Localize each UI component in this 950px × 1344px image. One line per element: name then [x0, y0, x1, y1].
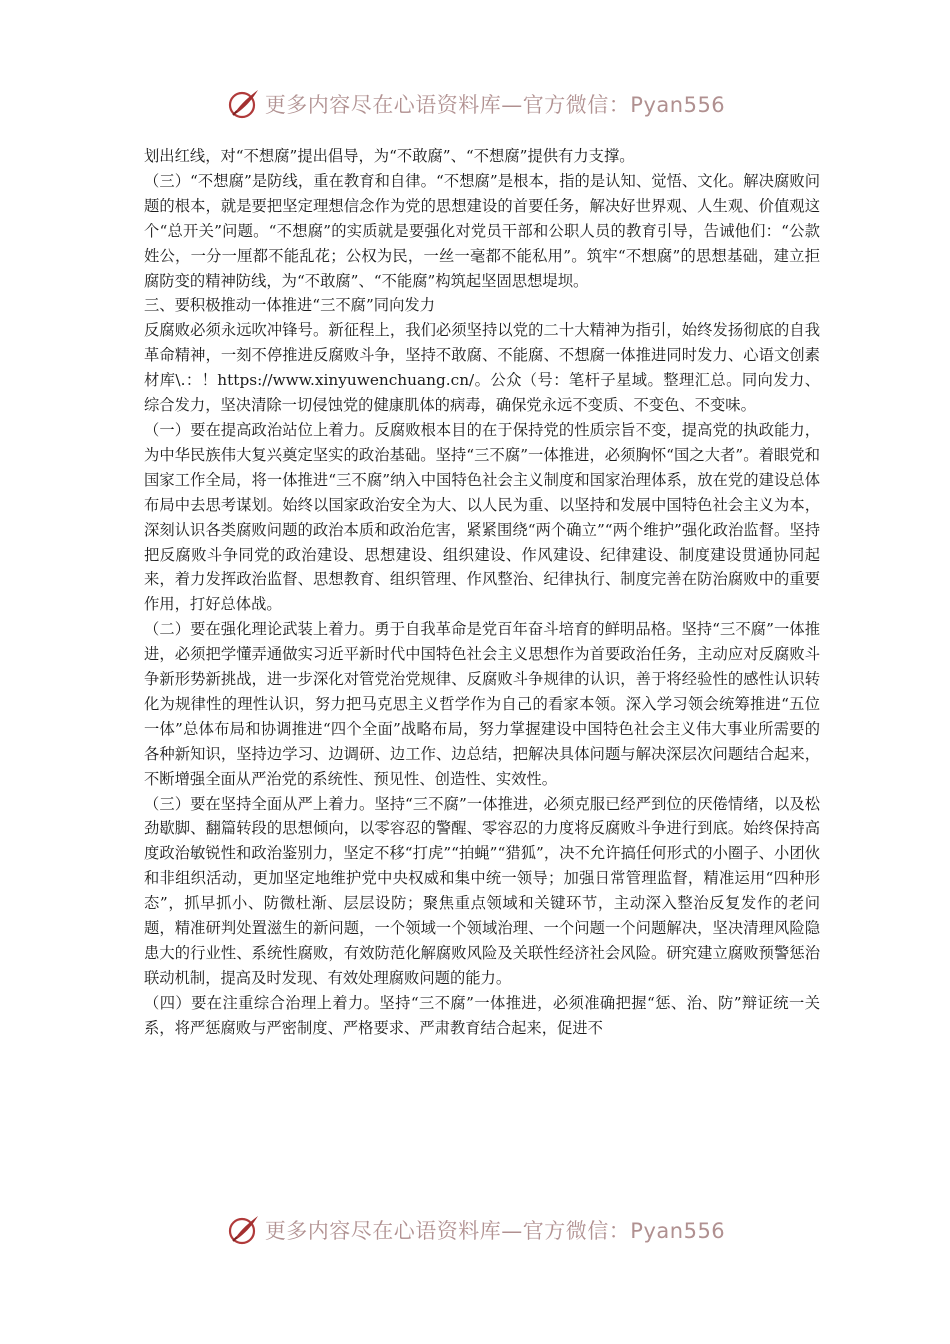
quill-logo-icon — [225, 1212, 261, 1248]
section-heading: 三、要积极推动一体推进“三不腐”同向发力 — [144, 296, 435, 315]
footer-banner — [0, 1210, 950, 1250]
paragraph: 划出红线，对“不想腐”提出倡导，为“不敢腐”、“不想腐”提供有力支撑。 — [144, 147, 635, 165]
paragraph: 反腐败必须永远吹冲锋号。新征程上，我们必须坚持以党的二十大精神为指引，始终发扬彻底的自我革命精神，一刻不停推进反腐败斗争，坚持不敢腐、不能腐、不想腐一体推进同时发力、心语文创素材库\.：！https://www.xinyuwenchuang.cn/。公众（号：笔杆子星域。整理汇总。同向发力、综合发力，坚决清除一切侵蚀党的健康肌体的病毒，确保党永远不变质、不变色、不变味。 — [144, 321, 820, 415]
header-banner-text: 更多内容尽在心语资料库—官方微信：Pyan556 — [264, 93, 726, 117]
paragraph: （二）要在强化理论武装上着力。勇于自我革命是党百年奋斗培育的鲜明品格。坚持“三不腐”一体推进，必须把学懂弄通做实习近平新时代中国特色社会主义思想作为首要政治任务，主动应对反腐败斗争新形势新挑战，进一步深化对管党治党规律、反腐败斗争规律的认识，善于将经验性的感性认识转化为规律性的理性认识，努力把马克思主义哲学作为自己的看家本领。深入学习领会统筹推进“五位一体”总体布局和协调推进“四个全面”战略布局，努力掌握建设中国特色社会主义伟大事业所需要的各种新知识，坚持边学习、边调研、边工作、边总结，把解决具体问题与解决深层次问题结合起来，不断增强全面从严治党的系统性、预见性、创造性、实效性。 — [144, 620, 820, 788]
paragraph: （一）要在提高政治站位上着力。反腐败根本目的在于保持党的性质宗旨不变，提高党的执政能力，为中华民族伟大复兴奠定坚实的政治基础。坚持“三不腐”一体推进，必须胸怀“国之大者”。着眼党和国家工作全局，将一体推进“三不腐”纳入中国特色社会主义制度和国家治理体系，放在党的建设总体布局中去思考谋划。始终以国家政治安全为大、以人民为重、以坚持和发展中国特色社会主义为本，深刻认识各类腐败问题的政治本质和政治危害，紧紧围绕“两个确立”“两个维护”强化政治监督。坚持把反腐败斗争同党的政治建设、思想建设、组织建设、作风建设、纪律建设、制度建设贯通协同起来，着力发挥政治监督、思想教育、组织管理、作风整治、纪律执行、制度完善在防治腐败中的重要作用，打好总体战。 — [144, 420, 820, 614]
paragraph: （三）“不想腐”是防线，重在教育和自律。“不想腐”是根本，指的是认知、觉悟、文化。解决腐败问题的根本，就是要把坚定理想信念作为党的思想建设的首要任务，解决好世界观、人生观、价值观这个“总开关”问题。“不想腐”的实质就是要强化对党员干部和公职人员的教育引导，告诫他们：“公款姓公，一分一厘都不能乱花；公权为民，一丝一毫都不能私用”。筑牢“不想腐”的思想基础，建立拒腐防变的精神防线，为“不敢腐”、“不能腐”构筑起坚固思想堤坝。 — [144, 171, 820, 290]
footer-banner-text: 更多内容尽在心语资料库—官方微信：Pyan556 — [264, 1219, 726, 1243]
header-banner — [0, 84, 950, 124]
paragraph: （三）要在坚持全面从严上着力。坚持“三不腐”一体推进，必须克服已经严到位的厌倦情绪，以及松劲歇脚、翻篇转段的思想倾向，以零容忍的警醒、零容忍的力度将反腐败斗争进行到底。始终保持高度政治敏锐性和政治鉴别力，坚定不移“打虎”“拍蝇”“猎狐”，决不允许搞任何形式的小圈子、小团伙和非组织活动，更加坚定地维护党中央权威和集中统一领导；加强日常管理监督，精准运用“四种形态”，抓早抓小、防微杜渐、层层设防；聚焦重点领域和关键环节，主动深入整治反复发作的老问题，精准研判处置滋生的新问题，一个领域一个领域治理、一个问题一个问题解决，坚决清理风险隐患大的行业性、系统性腐败，有效防范化解腐败风险及关联性经济社会风险。研究建立腐败预警惩治联动机制，提高及时发现、有效处理腐败问题的能力。 — [144, 794, 820, 987]
quill-logo-icon — [225, 86, 261, 122]
paragraph: （四）要在注重综合治理上着力。坚持“三不腐”一体推进，必须准确把握“惩、治、防”辩证统一关系，将严惩腐败与严密制度、严格要求、严肃教育结合起来，促进不 — [144, 993, 820, 1037]
document-body — [144, 144, 820, 1041]
